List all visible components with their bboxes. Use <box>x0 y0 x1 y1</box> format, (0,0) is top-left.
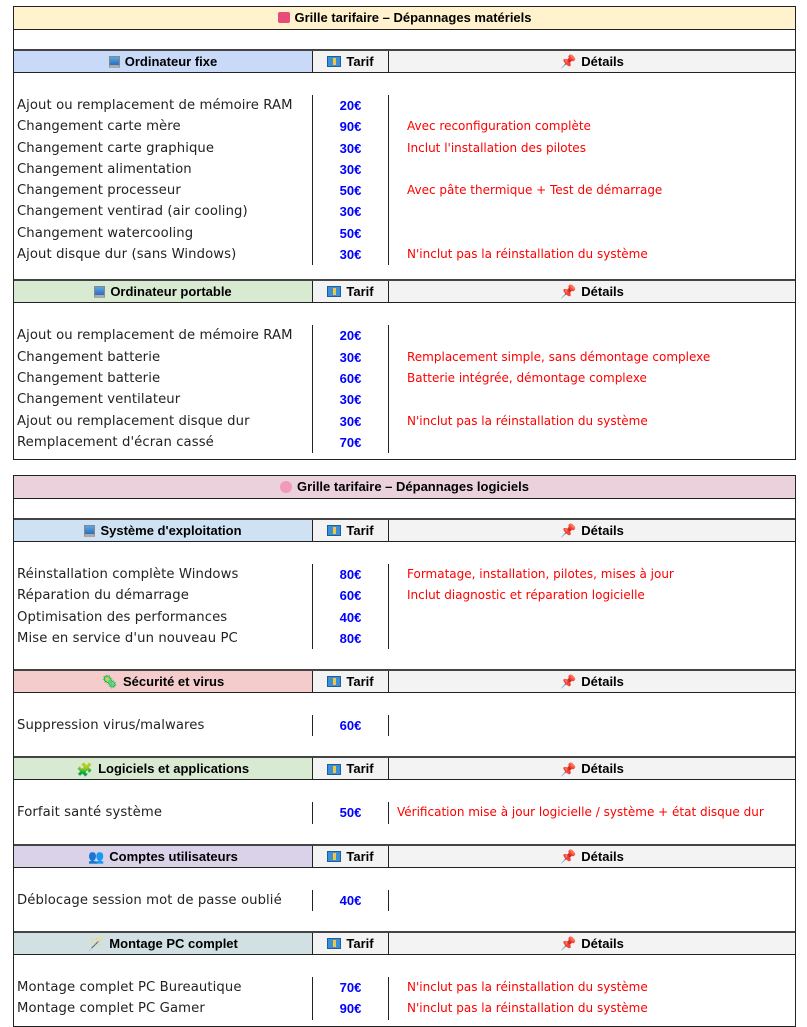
table-row <box>14 715 795 736</box>
service-details: Avec reconfiguration complète <box>407 119 591 134</box>
table-row <box>14 411 795 432</box>
section-gap <box>14 542 795 564</box>
section-header-securite-virus <box>14 671 795 693</box>
computer-icon <box>94 286 105 298</box>
section-gap <box>14 955 795 977</box>
section-title-cell <box>14 51 313 72</box>
service-price: 30€ <box>313 389 389 410</box>
service-label: Réinstallation complète Windows <box>14 564 313 585</box>
service-label: Ajout ou remplacement de mémoire RAM <box>14 325 313 346</box>
table-row <box>14 201 795 222</box>
service-price: 80€ <box>313 628 389 649</box>
details-label: Détails <box>581 54 624 69</box>
section-title: Système d'exploitation <box>100 523 242 538</box>
tarif-header <box>313 671 389 692</box>
service-label: Déblocage session mot de passe oublié <box>14 890 313 911</box>
service-label: Changement ventilateur <box>14 389 313 410</box>
section-title: Comptes utilisateurs <box>109 848 238 864</box>
service-details: N'inclut pas la réinstallation du système <box>407 1001 648 1016</box>
section-title-cell <box>14 846 313 867</box>
tarif-icon <box>327 525 341 536</box>
table-row <box>14 116 795 137</box>
section-title: Montage PC complet <box>109 936 238 952</box>
users-icon: 👥 <box>88 848 105 864</box>
table-row <box>14 998 795 1019</box>
service-label: Ajout ou remplacement de mémoire RAM <box>14 95 313 116</box>
hardware-title: Grille tarifaire – Dépannages matériels <box>294 10 532 25</box>
details-label: Détails <box>581 848 624 864</box>
pushpin-icon: 📌 <box>560 284 577 300</box>
section-title-cell <box>14 758 313 779</box>
service-price: 60€ <box>313 715 389 736</box>
service-price: 60€ <box>313 368 389 389</box>
service-price: 70€ <box>313 432 389 453</box>
service-label: Changement batterie <box>14 368 313 389</box>
section-title-cell <box>14 933 313 954</box>
service-details <box>389 159 795 180</box>
service-details <box>389 389 795 410</box>
section-header-logiciels-applications <box>14 758 795 780</box>
service-label: Mise en service d'un nouveau PC <box>14 628 313 649</box>
puzzle-icon: 🧩 <box>76 761 94 777</box>
details-label: Détails <box>581 761 624 777</box>
table-row <box>14 180 795 201</box>
service-details <box>389 890 795 911</box>
tarif-icon <box>327 851 341 862</box>
table-row <box>14 138 795 159</box>
section-title-cell <box>14 520 313 541</box>
table-row <box>14 368 795 389</box>
service-label: Changement processeur <box>14 180 313 201</box>
section-title-cell <box>14 671 313 692</box>
table-row <box>14 977 795 998</box>
service-label: Réparation du démarrage <box>14 585 313 606</box>
service-label: Montage complet PC Gamer <box>14 998 313 1019</box>
service-label: Remplacement d'écran cassé <box>14 432 313 453</box>
table-row <box>14 607 795 628</box>
section-gap <box>14 780 795 802</box>
tarif-label: Tarif <box>346 936 374 952</box>
tarif-header <box>313 281 389 302</box>
details-header <box>389 933 795 954</box>
section-rows-ordinateur-fixe <box>14 95 795 265</box>
table-row <box>14 325 795 346</box>
section-gap <box>14 73 795 95</box>
table-row <box>14 223 795 244</box>
service-price: 30€ <box>313 244 389 265</box>
section-header-comptes-utilisateurs <box>14 846 795 868</box>
pushpin-icon: 📌 <box>560 674 577 690</box>
tarif-icon <box>327 56 341 67</box>
details-header <box>389 846 795 867</box>
service-details <box>389 95 795 116</box>
tarif-label: Tarif <box>346 54 374 69</box>
service-details <box>389 201 795 222</box>
tarif-icon <box>327 676 341 687</box>
service-details <box>389 628 795 649</box>
section-header-montage-pc <box>14 933 795 955</box>
section-gap <box>14 693 795 715</box>
service-label: Changement alimentation <box>14 159 313 180</box>
service-price: 30€ <box>313 411 389 432</box>
service-label: Ajout disque dur (sans Windows) <box>14 244 313 265</box>
section-header-systeme-exploitation <box>14 520 795 542</box>
service-label: Changement watercooling <box>14 223 313 244</box>
section-rows-montage-pc <box>14 977 795 1020</box>
section-end <box>14 453 795 459</box>
service-label: Ajout ou remplacement disque dur <box>14 411 313 432</box>
tarif-icon <box>327 764 341 775</box>
service-label: Optimisation des performances <box>14 607 313 628</box>
tarif-header <box>313 933 389 954</box>
service-label: Montage complet PC Bureautique <box>14 977 313 998</box>
section-rows-ordinateur-portable <box>14 325 795 453</box>
section-end <box>14 824 795 846</box>
computer-icon <box>84 525 95 537</box>
table-row <box>14 432 795 453</box>
service-price: 50€ <box>313 180 389 201</box>
service-price: 60€ <box>313 585 389 606</box>
service-label: Forfait santé système <box>14 802 313 823</box>
section-title: Ordinateur fixe <box>124 54 218 69</box>
table-row <box>14 802 795 823</box>
details-label: Détails <box>581 523 624 538</box>
section-title: Sécurité et virus <box>123 674 225 690</box>
table-row <box>14 95 795 116</box>
tarif-label: Tarif <box>346 523 374 538</box>
section-end <box>14 265 795 281</box>
section-title: Logiciels et applications <box>98 761 250 777</box>
tarif-label: Tarif <box>346 761 374 777</box>
service-price: 90€ <box>313 116 389 137</box>
service-price: 20€ <box>313 325 389 346</box>
service-price: 30€ <box>313 201 389 222</box>
service-price: 50€ <box>313 802 389 823</box>
section-rows-logiciels-applications <box>14 802 795 823</box>
software-title-row <box>14 476 795 499</box>
pushpin-icon: 📌 <box>560 54 577 70</box>
service-details: Inclut diagnostic et réparation logicielle <box>407 588 645 603</box>
pushpin-icon: 📌 <box>560 523 577 539</box>
service-label: Suppression virus/malwares <box>14 715 313 736</box>
service-details <box>389 325 795 346</box>
table-row <box>14 159 795 180</box>
tarif-label: Tarif <box>346 674 374 690</box>
details-header <box>389 671 795 692</box>
service-price: 70€ <box>313 977 389 998</box>
details-header <box>389 281 795 302</box>
section-rows-comptes-utilisateurs <box>14 890 795 911</box>
section-end <box>14 736 795 758</box>
table-row <box>14 585 795 606</box>
service-details: Remplacement simple, sans démontage complexe <box>407 349 711 364</box>
tarif-icon <box>327 286 341 297</box>
details-header <box>389 758 795 779</box>
table-row <box>14 244 795 265</box>
table-row <box>14 347 795 368</box>
details-label: Détails <box>581 674 624 690</box>
details-header <box>389 520 795 541</box>
service-details <box>389 432 795 453</box>
service-price: 40€ <box>313 890 389 911</box>
pushpin-icon: 📌 <box>560 936 577 952</box>
service-label: Changement carte graphique <box>14 138 313 159</box>
blank-row <box>14 30 795 51</box>
section-end <box>14 911 795 933</box>
service-details <box>389 223 795 244</box>
hardware-price-grid <box>13 6 796 460</box>
bag-icon <box>278 12 290 23</box>
service-label: Changement batterie <box>14 347 313 368</box>
service-details: N'inclut pas la réinstallation du système <box>407 980 648 995</box>
service-price: 80€ <box>313 564 389 585</box>
details-label: Détails <box>581 284 624 300</box>
tarif-label: Tarif <box>346 848 374 864</box>
table-row <box>14 389 795 410</box>
service-details: Formatage, installation, pilotes, mises à jour <box>407 567 674 581</box>
service-details: Avec pâte thermique + Test de démarrage <box>407 183 663 198</box>
tarif-label: Tarif <box>346 284 374 300</box>
wand-icon: 🪄 <box>88 936 105 952</box>
service-details <box>389 715 795 736</box>
service-price: 20€ <box>313 95 389 116</box>
section-header-ordinateur-fixe <box>14 51 795 73</box>
service-details: N'inclut pas la réinstallation du système <box>407 413 648 428</box>
tarif-header <box>313 520 389 541</box>
section-header-ordinateur-portable <box>14 281 795 303</box>
table-row <box>14 564 795 585</box>
service-price: 40€ <box>313 607 389 628</box>
section-end <box>14 1020 795 1026</box>
blank-row <box>14 499 795 520</box>
bug-icon: 🦠 <box>101 674 119 690</box>
brain-icon <box>280 481 292 493</box>
section-rows-systeme-exploitation <box>14 564 795 649</box>
tarif-header <box>313 846 389 867</box>
software-price-grid <box>13 475 796 1027</box>
service-details: N'inclut pas la réinstallation du système <box>407 247 648 262</box>
service-price: 90€ <box>313 998 389 1019</box>
section-gap <box>14 303 795 325</box>
service-label: Changement ventirad (air cooling) <box>14 201 313 222</box>
service-details: Batterie intégrée, démontage complexe <box>407 370 647 385</box>
service-price: 50€ <box>313 223 389 244</box>
service-details: Inclut l'installation des pilotes <box>407 140 586 155</box>
hardware-title-row <box>14 7 795 30</box>
tarif-header <box>313 758 389 779</box>
service-price: 30€ <box>313 159 389 180</box>
table-row <box>14 890 795 911</box>
service-details <box>389 607 795 628</box>
section-gap <box>14 868 795 890</box>
section-end <box>14 649 795 671</box>
section-rows-securite-virus <box>14 715 795 736</box>
tarif-header <box>313 51 389 72</box>
computer-icon <box>109 56 120 68</box>
service-details: Vérification mise à jour logicielle / système + état disque dur <box>397 805 764 820</box>
section-title-cell <box>14 281 313 302</box>
service-price: 30€ <box>313 347 389 368</box>
service-price: 30€ <box>313 138 389 159</box>
details-header <box>389 51 795 72</box>
details-label: Détails <box>581 936 624 952</box>
section-title: Ordinateur portable <box>110 284 232 300</box>
software-title: Grille tarifaire – Dépannages logiciels <box>297 479 529 494</box>
tarif-icon <box>327 938 341 949</box>
pushpin-icon: 📌 <box>560 761 577 777</box>
table-row <box>14 628 795 649</box>
service-label: Changement carte mère <box>14 116 313 137</box>
pushpin-icon: 📌 <box>560 848 577 864</box>
